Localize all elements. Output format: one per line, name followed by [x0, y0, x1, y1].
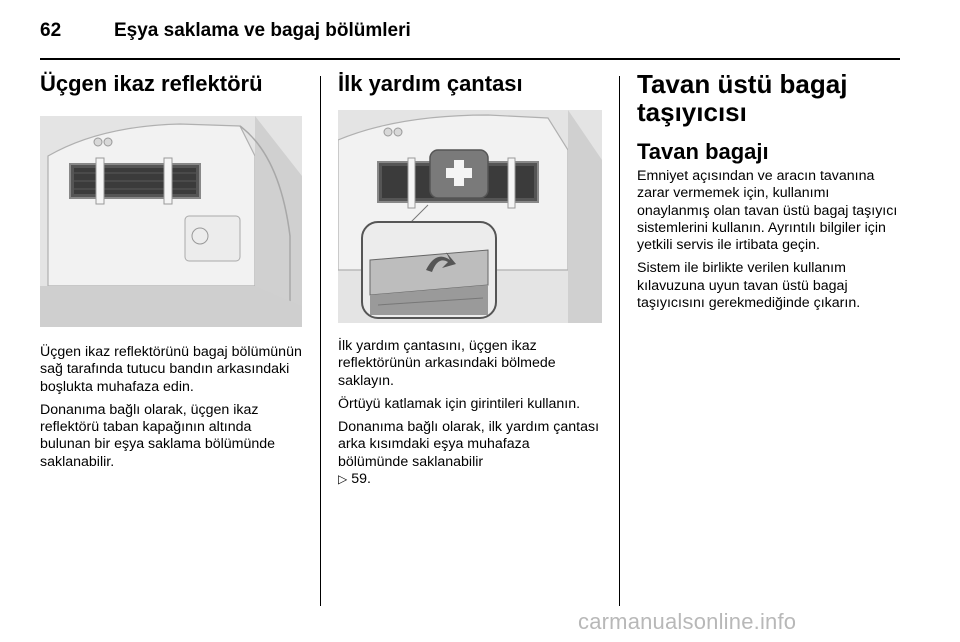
- roof-rack-subheading: Tavan bagajı: [637, 139, 769, 164]
- column-divider: [320, 76, 321, 606]
- page-reference-icon: ▷: [338, 472, 348, 487]
- section-title: Eşya saklama ve bagaj bölümleri: [114, 20, 411, 41]
- column-roof-rack: [637, 70, 902, 318]
- page-reference[interactable]: 59.: [351, 471, 371, 488]
- watermark: carmanualsonline.info: [578, 609, 797, 634]
- warning-triangle-heading: Üçgen ikaz reflektörü: [40, 71, 263, 96]
- page-number: 62: [40, 20, 62, 41]
- column-warning-triangle: [40, 70, 305, 477]
- warning-triangle-paragraph-2: Donanıma bağlı olarak, üçgen ikaz reflektörü taban kapağının altında bulunan bir eşya saklama bölümünde saklanabilir.: [40, 401, 276, 470]
- warning-triangle-paragraph-1: Üçgen ikaz reflektörünü bagaj bölümünün sağ tarafında tutucu bandın arkasındaki boşlukta muhafaza edin.: [40, 344, 302, 395]
- column-first-aid-kit: [338, 70, 603, 494]
- first-aid-kit-paragraph-3: [338, 419, 603, 488]
- first-aid-kit-illustration: [338, 110, 602, 323]
- roof-rack-paragraph-2: Sistem ile birlikte verilen kullanım kılavuzuna uyun tavan üstü bagaj taşıyıcısını gerekmediğinde çıkarın.: [637, 260, 861, 312]
- roof-rack-heading: Tavan üstü bagaj taşıyıcısı: [637, 69, 848, 127]
- roof-rack-paragraph-1: Emniyet açısından ve aracın tavanına zarar vermemek için, kullanımı onaylanmış olan tavan üstü bagaj taşıyıcı sistemlerini kullanın. Ayrıntılı bilgiler için yetkili servis ile irtibata geçin.: [637, 168, 898, 254]
- first-aid-kit-heading: İlk yardım çantası: [338, 71, 523, 96]
- column-divider: [619, 76, 620, 606]
- warning-triangle-illustration: [40, 116, 302, 327]
- header-rule: [40, 58, 900, 60]
- first-aid-kit-paragraph-2: Örtüyü katlamak için girintileri kullanın.: [338, 395, 581, 412]
- first-aid-kit-paragraph-3-text: Donanıma bağlı olarak, ilk yardım çantası arka kısımdaki eşya muhafaza bölümünde saklanabilir: [338, 419, 600, 470]
- first-aid-kit-paragraph-1: İlk yardım çantasını, üçgen ikaz reflektörünün arkasındaki bölmede saklayın.: [338, 338, 556, 389]
